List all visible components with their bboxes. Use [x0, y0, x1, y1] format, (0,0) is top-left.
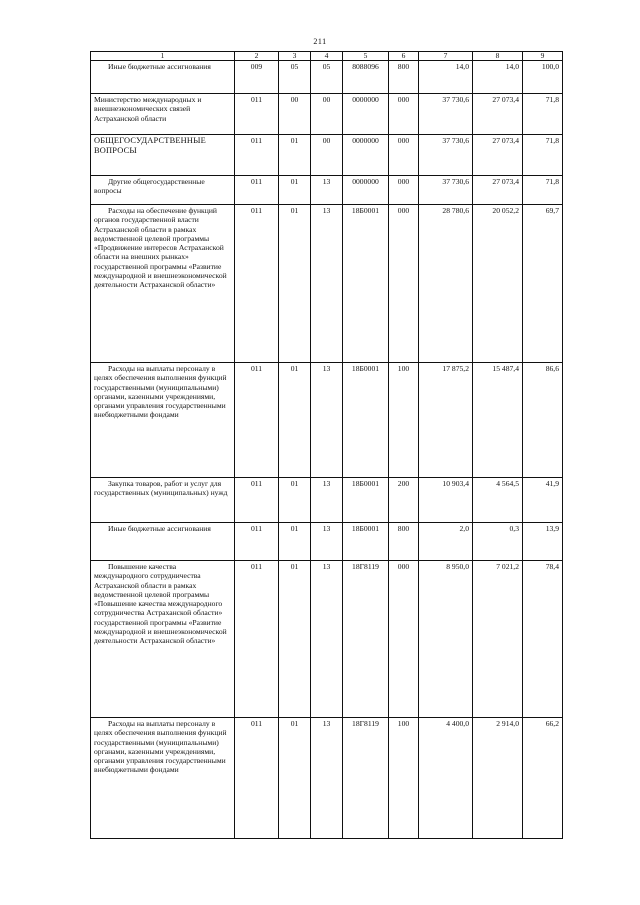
cell-ministry-code: 011: [235, 94, 279, 135]
cell-ministry-code: 011: [235, 135, 279, 176]
cell-actual: 27 073,4: [473, 94, 523, 135]
cell-expense-type: 800: [389, 61, 419, 94]
row-name: Расходы на выплаты персоналу в целях обеспечения выполнения функций государственными (муниципальными) органами, казенными учреждениями, органами управления государственными внебюджетными фондами: [91, 718, 235, 839]
cell-target-item: 18Б0001: [343, 363, 389, 478]
table-row: [91, 61, 563, 94]
cell-expense-type: 100: [389, 363, 419, 478]
cell-section: 01: [279, 523, 311, 561]
cell-ministry-code: 009: [235, 61, 279, 94]
page-number: 211: [313, 37, 327, 46]
cell-subsection: 05: [311, 61, 343, 94]
cell-expense-type: 200: [389, 478, 419, 523]
table-row: [91, 205, 563, 363]
cell-expense-type: 800: [389, 523, 419, 561]
cell-percent: 66,2: [523, 718, 563, 839]
cell-section: 01: [279, 363, 311, 478]
table-row: [91, 718, 563, 839]
cell-percent: 71,8: [523, 94, 563, 135]
cell-actual: 27 073,4: [473, 176, 523, 205]
row-name: Закупка товаров, работ и услуг для государственных (муниципальных) нужд: [91, 478, 235, 523]
cell-actual: 27 073,4: [473, 135, 523, 176]
cell-plan: 37 730,6: [419, 176, 473, 205]
cell-section: 01: [279, 135, 311, 176]
row-name: Расходы на выплаты персоналу в целях обеспечения выполнения функций государственными (муниципальными) органами, казенными учреждениями, органами управления государственными внебюджетными фондами: [91, 363, 235, 478]
cell-section: 01: [279, 478, 311, 523]
cell-plan: 37 730,6: [419, 135, 473, 176]
cell-plan: 4 400,0: [419, 718, 473, 839]
cell-plan: 10 903,4: [419, 478, 473, 523]
row-name: Расходы на обеспечение функций органов государственной власти Астраханской области в рамках ведомственной целевой программы «Продвижение интересов Астраханской области на внешних рынках» государственной программы «Развитие международной и внешнеэкономической деятельности Астраханской области»: [91, 205, 235, 363]
cell-subsection: 13: [311, 363, 343, 478]
cell-ministry-code: 011: [235, 718, 279, 839]
cell-ministry-code: 011: [235, 176, 279, 205]
column-header-7: 7: [419, 52, 473, 61]
table-row: [91, 478, 563, 523]
cell-ministry-code: 011: [235, 478, 279, 523]
cell-subsection: 13: [311, 205, 343, 363]
cell-expense-type: 100: [389, 718, 419, 839]
cell-section: 01: [279, 176, 311, 205]
cell-percent: 13,9: [523, 523, 563, 561]
cell-subsection: 13: [311, 478, 343, 523]
cell-expense-type: 000: [389, 135, 419, 176]
cell-ministry-code: 011: [235, 523, 279, 561]
cell-expense-type: 000: [389, 176, 419, 205]
cell-target-item: 18Г8119: [343, 561, 389, 718]
cell-percent: 86,6: [523, 363, 563, 478]
row-name: Другие общегосударственные вопросы: [91, 176, 235, 205]
cell-target-item: 18Б0001: [343, 205, 389, 363]
column-header-8: 8: [473, 52, 523, 61]
cell-actual: 4 564,5: [473, 478, 523, 523]
column-header-2: 2: [235, 52, 279, 61]
cell-percent: 78,4: [523, 561, 563, 718]
column-header-4: 4: [311, 52, 343, 61]
cell-subsection: 13: [311, 561, 343, 718]
cell-section: 01: [279, 718, 311, 839]
cell-actual: 2 914,0: [473, 718, 523, 839]
row-name: ОБЩЕГОСУДАРСТВЕННЫЕ ВОПРОСЫ: [91, 135, 235, 176]
cell-target-item: 18Б0001: [343, 478, 389, 523]
row-name: Министерство международных и внешнеэкономических связей Астраханской области: [91, 94, 235, 135]
cell-expense-type: 000: [389, 205, 419, 363]
cell-actual: 20 052,2: [473, 205, 523, 363]
cell-ministry-code: 011: [235, 561, 279, 718]
cell-subsection: 00: [311, 94, 343, 135]
cell-section: 01: [279, 561, 311, 718]
cell-percent: 41,9: [523, 478, 563, 523]
cell-percent: 71,8: [523, 135, 563, 176]
cell-section: 00: [279, 94, 311, 135]
column-header-6: 6: [389, 52, 419, 61]
table-row: [91, 363, 563, 478]
cell-expense-type: 000: [389, 94, 419, 135]
cell-section: 05: [279, 61, 311, 94]
cell-actual: 0,3: [473, 523, 523, 561]
cell-actual: 7 021,2: [473, 561, 523, 718]
cell-plan: 2,0: [419, 523, 473, 561]
cell-section: 01: [279, 205, 311, 363]
table-row: [91, 94, 563, 135]
cell-ministry-code: 011: [235, 205, 279, 363]
cell-target-item: 18Г8119: [343, 718, 389, 839]
cell-actual: 15 487,4: [473, 363, 523, 478]
cell-plan: 14,0: [419, 61, 473, 94]
cell-subsection: 13: [311, 523, 343, 561]
cell-subsection: 13: [311, 718, 343, 839]
budget-table: [90, 51, 563, 839]
cell-percent: 100,0: [523, 61, 563, 94]
cell-target-item: 0000000: [343, 135, 389, 176]
cell-plan: 17 875,2: [419, 363, 473, 478]
cell-plan: 8 950,0: [419, 561, 473, 718]
cell-target-item: 0000000: [343, 176, 389, 205]
table-row: [91, 135, 563, 176]
header-row: [91, 52, 563, 61]
row-name: Иные бюджетные ассигнования: [91, 61, 235, 94]
row-name: Иные бюджетные ассигнования: [91, 523, 235, 561]
cell-subsection: 00: [311, 135, 343, 176]
cell-percent: 69,7: [523, 205, 563, 363]
column-header-1: 1: [91, 52, 235, 61]
cell-target-item: 18Б0001: [343, 523, 389, 561]
table-row: [91, 176, 563, 205]
cell-plan: 28 780,6: [419, 205, 473, 363]
cell-ministry-code: 011: [235, 363, 279, 478]
cell-subsection: 13: [311, 176, 343, 205]
table-row: [91, 523, 563, 561]
cell-percent: 71,8: [523, 176, 563, 205]
cell-plan: 37 730,6: [419, 94, 473, 135]
table-row: [91, 561, 563, 718]
row-name: Повышение качества международного сотрудничества Астраханской области в рамках ведомственной целевой программы «Повышение качества международного сотрудничества Астраханской области» государственной программы «Развитие международной и внешнеэкономической деятельности Астраханской области»: [91, 561, 235, 718]
column-header-9: 9: [523, 52, 563, 61]
cell-target-item: 0000000: [343, 94, 389, 135]
cell-actual: 14,0: [473, 61, 523, 94]
column-header-3: 3: [279, 52, 311, 61]
column-header-5: 5: [343, 52, 389, 61]
cell-expense-type: 000: [389, 561, 419, 718]
cell-target-item: 8088096: [343, 61, 389, 94]
